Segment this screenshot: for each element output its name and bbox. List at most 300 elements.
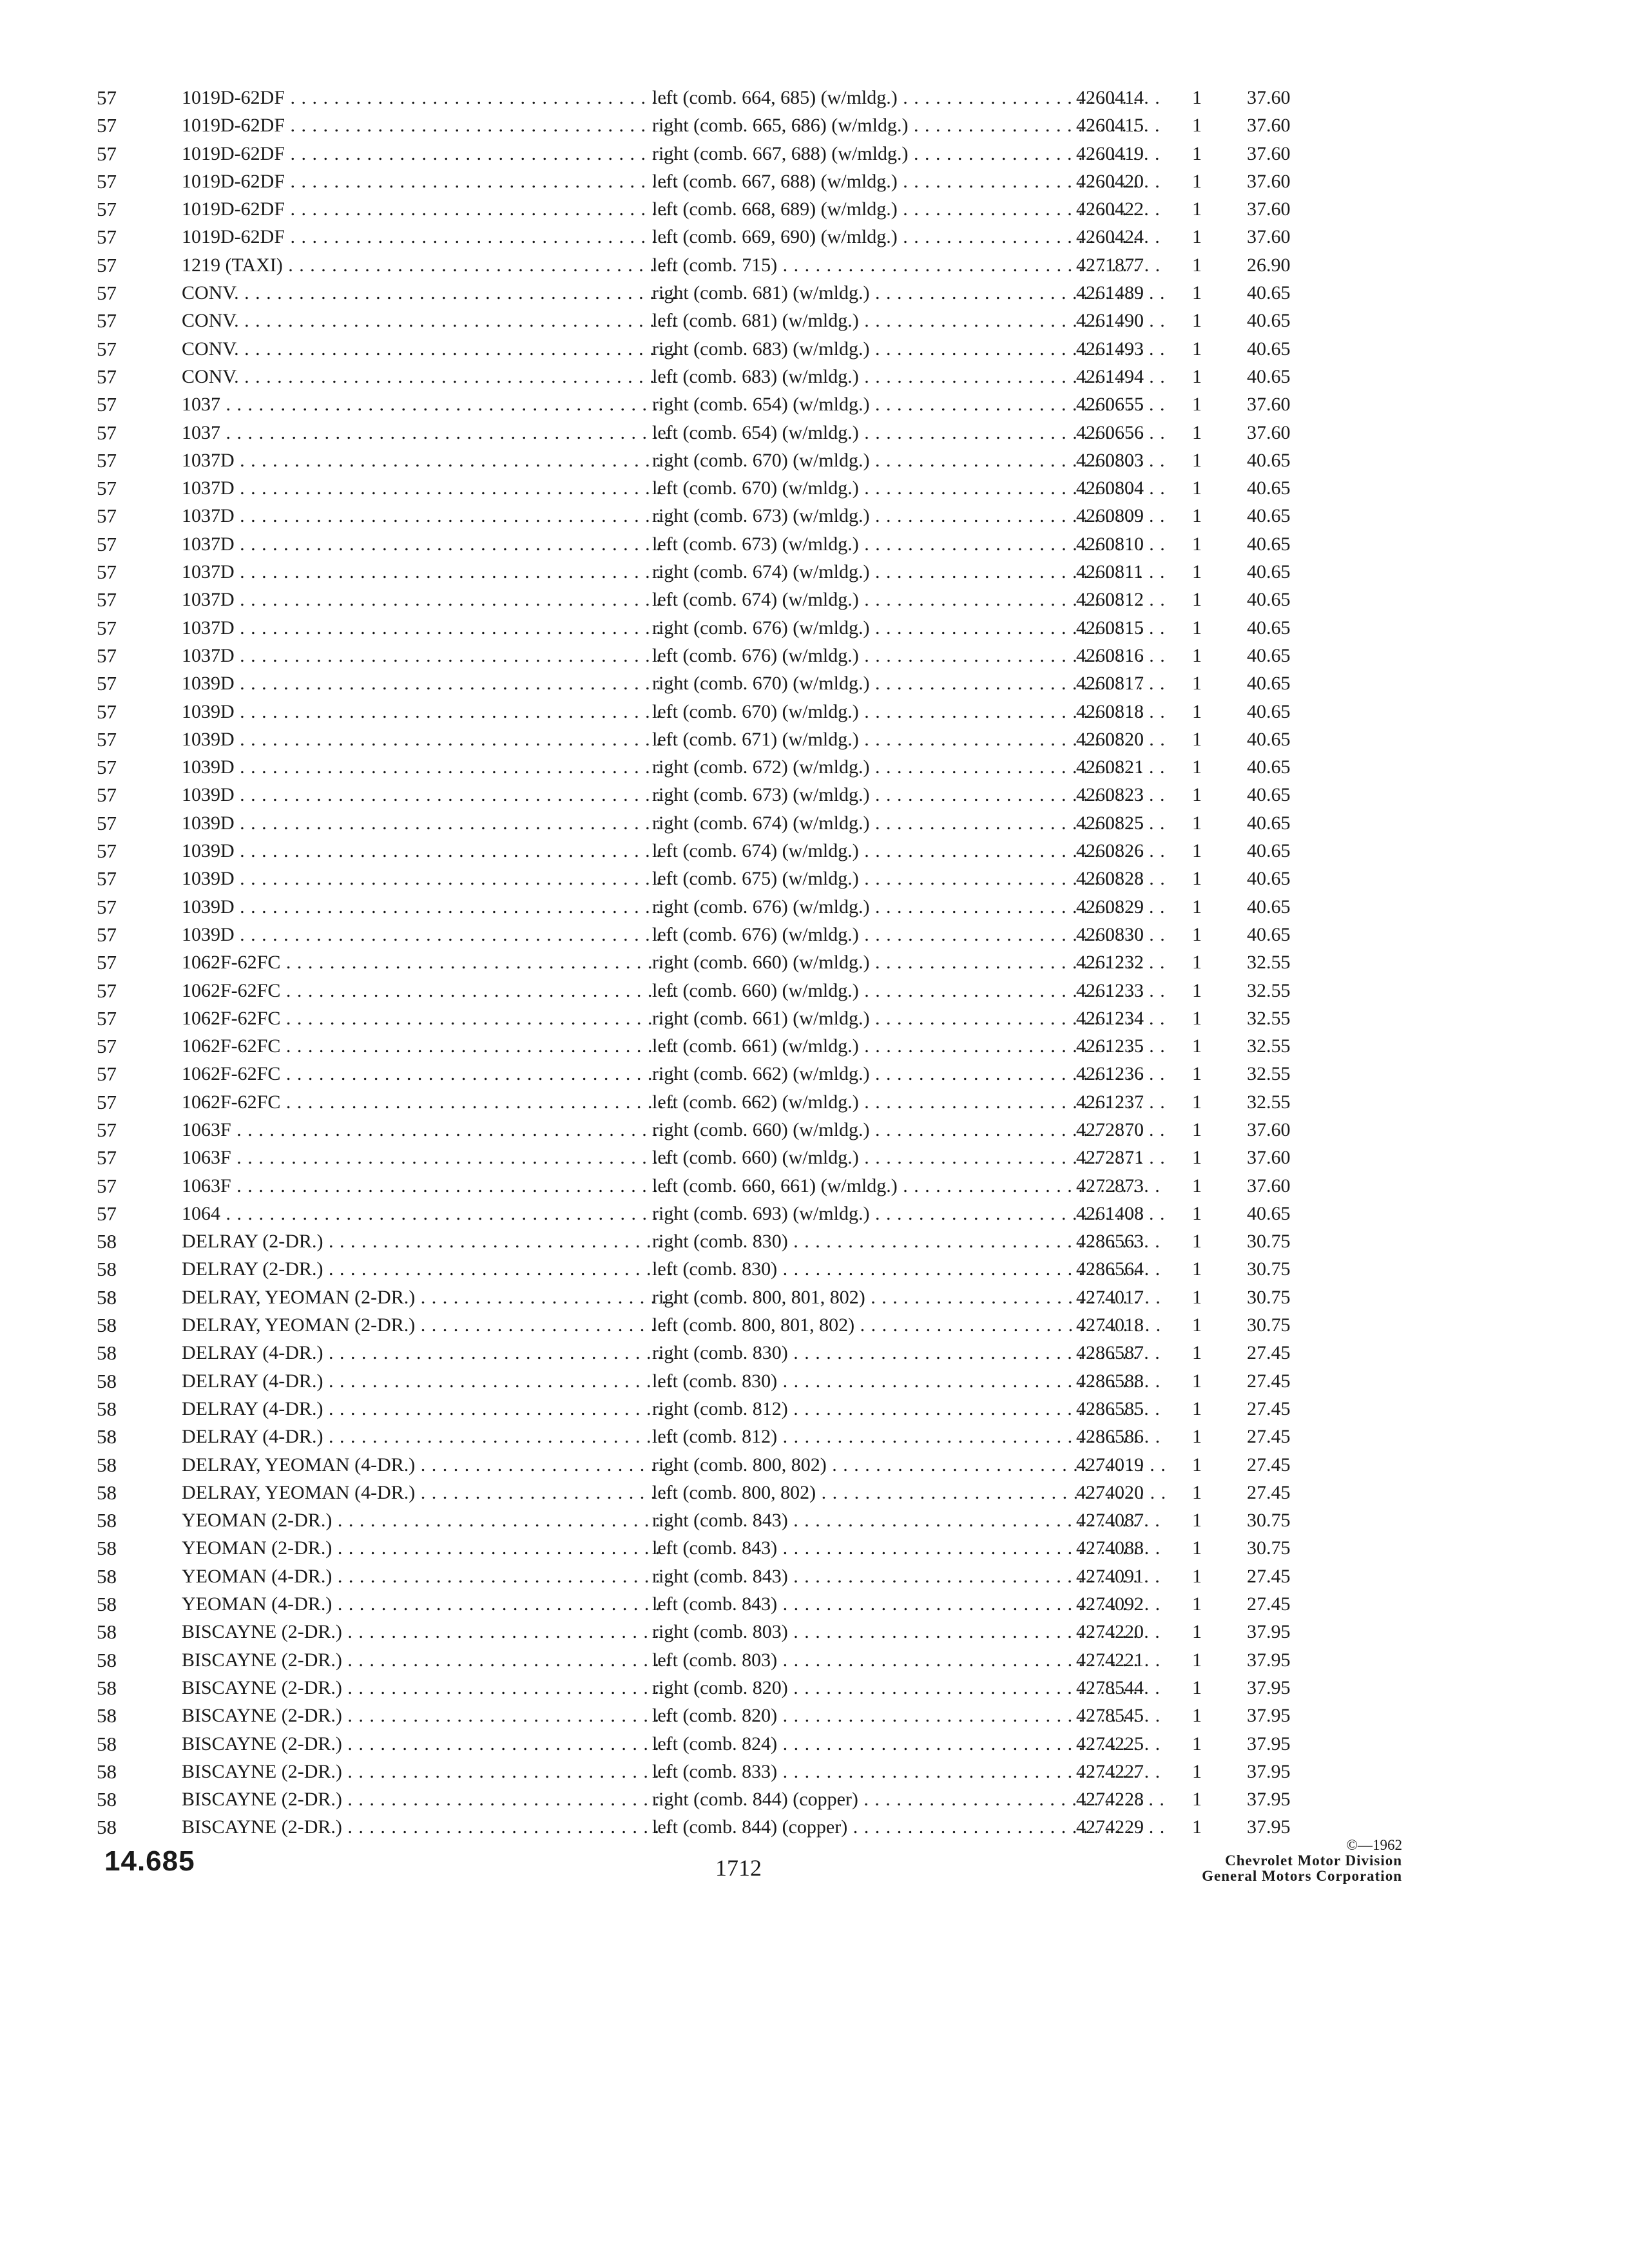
quantity-cell: 1	[1192, 896, 1202, 918]
table-row	[97, 1534, 1411, 1562]
model-cell: 1063F . . .	[182, 1172, 677, 1200]
year-cell: 58	[97, 1341, 117, 1365]
price-cell: 40.65	[1247, 673, 1291, 695]
quantity-cell: 1	[1192, 198, 1202, 220]
table-row	[97, 669, 1411, 697]
model-cell: DELRAY (4-DR.) . . .	[182, 1423, 677, 1450]
part-number-cell: 4260817	[1076, 673, 1144, 695]
model-cell: 1019D-62DF . . .	[182, 84, 677, 111]
part-number-cell: 4286586	[1076, 1426, 1144, 1448]
part-number-cell: 4260826	[1076, 840, 1144, 862]
model-cell: 1019D-62DF . . .	[182, 140, 677, 168]
model-cell: DELRAY, YEOMAN (4-DR.) . . .	[182, 1479, 677, 1506]
part-number-cell: 4260825	[1076, 812, 1144, 834]
price-cell: 37.60	[1247, 1175, 1291, 1196]
model-cell: 1037 . . .	[182, 419, 677, 447]
description-cell: right (comb. 820) . . .	[652, 1674, 1166, 1702]
price-cell: 37.95	[1247, 1705, 1291, 1727]
part-number-cell: 4261490	[1076, 310, 1144, 332]
part-number-cell: 4260804	[1076, 477, 1144, 499]
year-cell: 57	[97, 1118, 117, 1141]
price-cell: 26.90	[1247, 254, 1291, 276]
year-cell: 57	[97, 588, 117, 611]
description-cell: right (comb. 693) (w/mldg.) . . .	[652, 1200, 1166, 1227]
year-cell: 57	[97, 783, 117, 807]
description-cell: right (comb. 843) . . .	[652, 1562, 1166, 1590]
model-cell: CONV. . . .	[182, 279, 677, 307]
price-cell: 37.60	[1247, 198, 1291, 220]
part-number-cell: 4260828	[1076, 868, 1144, 890]
table-row	[97, 1562, 1411, 1590]
year-cell: 58	[97, 1704, 117, 1727]
quantity-cell: 1	[1192, 561, 1202, 583]
table-row	[97, 1395, 1411, 1423]
quantity-cell: 1	[1192, 1147, 1202, 1169]
year-cell: 57	[97, 1202, 117, 1225]
quantity-cell: 1	[1192, 1621, 1202, 1643]
table-row	[97, 1367, 1411, 1395]
quantity-cell: 1	[1192, 952, 1202, 974]
quantity-cell: 1	[1192, 1091, 1202, 1113]
description-cell: right (comb. 660) (w/mldg.) . . .	[652, 948, 1166, 976]
description-cell: right (comb. 683) (w/mldg.) . . .	[652, 335, 1166, 363]
model-cell: BISCAYNE (2-DR.) . . .	[182, 1646, 677, 1674]
year-cell: 57	[97, 561, 117, 584]
table-row	[97, 84, 1411, 111]
description-cell: left (comb. 676) (w/mldg.) . . .	[652, 642, 1166, 669]
price-cell: 40.65	[1247, 365, 1291, 387]
part-number-cell: 4272873	[1076, 1175, 1144, 1196]
year-cell: 57	[97, 811, 117, 834]
table-row	[97, 168, 1411, 195]
price-cell: 37.60	[1247, 421, 1291, 443]
model-cell: 1039D . . .	[182, 865, 677, 892]
year-cell: 57	[97, 198, 117, 221]
description-cell: right (comb. 812) . . .	[652, 1395, 1166, 1423]
part-number-cell: 4274017	[1076, 1286, 1144, 1308]
description-cell: right (comb. 670) (w/mldg.) . . .	[652, 669, 1166, 697]
quantity-cell: 1	[1192, 1593, 1202, 1615]
model-cell: 1063F . . .	[182, 1116, 677, 1144]
copyright-line: ©—1962	[1346, 1837, 1402, 1853]
model-cell: 1039D . . .	[182, 809, 677, 837]
year-cell: 58	[97, 1425, 117, 1448]
year-cell: 58	[97, 1537, 117, 1560]
quantity-cell: 1	[1192, 644, 1202, 666]
table-row	[97, 1730, 1411, 1758]
description-cell: left (comb. 800, 801, 802) . . .	[652, 1311, 1166, 1339]
table-row	[97, 1060, 1411, 1088]
description-cell: left (comb. 803) . . .	[652, 1646, 1166, 1674]
year-cell: 58	[97, 1620, 117, 1644]
part-number-cell: 4260420	[1076, 170, 1144, 192]
quantity-cell: 1	[1192, 1705, 1202, 1727]
price-cell: 40.65	[1247, 561, 1291, 583]
year-cell: 57	[97, 505, 117, 528]
year-cell: 58	[97, 1593, 117, 1616]
price-cell: 30.75	[1247, 1314, 1291, 1336]
year-cell: 57	[97, 282, 117, 305]
table-row	[97, 390, 1411, 418]
price-cell: 32.55	[1247, 1063, 1291, 1085]
corporation-name: General Motors Corporation	[1202, 1868, 1402, 1884]
year-cell: 57	[97, 644, 117, 667]
price-cell: 32.55	[1247, 1007, 1291, 1029]
description-cell: left (comb. 833) . . .	[652, 1758, 1166, 1785]
year-cell: 57	[97, 253, 117, 276]
table-row	[97, 1116, 1411, 1144]
year-cell: 57	[97, 895, 117, 918]
price-cell: 40.65	[1247, 728, 1291, 750]
description-cell: right (comb. 676) (w/mldg.) . . .	[652, 614, 1166, 642]
table-row	[97, 195, 1411, 223]
part-number-cell: 4274227	[1076, 1760, 1144, 1782]
table-row	[97, 307, 1411, 334]
price-cell: 40.65	[1247, 896, 1291, 918]
model-cell: 1039D . . .	[182, 893, 677, 921]
price-cell: 37.95	[1247, 1621, 1291, 1643]
model-cell: 1039D . . .	[182, 781, 677, 809]
description-cell: left (comb. 674) (w/mldg.) . . .	[652, 837, 1166, 865]
description-cell: left (comb. 843) . . .	[652, 1534, 1166, 1562]
part-number-cell: 4274088	[1076, 1537, 1144, 1559]
table-row	[97, 251, 1411, 279]
quantity-cell: 1	[1192, 226, 1202, 248]
quantity-cell: 1	[1192, 87, 1202, 108]
quantity-cell: 1	[1192, 338, 1202, 360]
year-cell: 58	[97, 1648, 117, 1671]
price-cell: 27.45	[1247, 1398, 1291, 1419]
description-cell: right (comb. 673) (w/mldg.) . . .	[652, 781, 1166, 809]
model-cell: DELRAY (4-DR.) . . .	[182, 1395, 677, 1423]
year-cell: 58	[97, 1760, 117, 1783]
table-row	[97, 1283, 1411, 1311]
table-row	[97, 335, 1411, 363]
price-cell: 40.65	[1247, 589, 1291, 611]
quantity-cell: 1	[1192, 1454, 1202, 1475]
quantity-cell: 1	[1192, 1063, 1202, 1085]
table-row	[97, 948, 1411, 976]
description-cell: left (comb. 654) (w/mldg.) . . .	[652, 419, 1166, 447]
table-row	[97, 1255, 1411, 1283]
year-cell: 57	[97, 951, 117, 974]
model-cell: YEOMAN (2-DR.) . . .	[182, 1506, 677, 1534]
model-cell: 1062F-62FC . . .	[182, 1088, 677, 1116]
price-cell: 40.65	[1247, 868, 1291, 890]
page-number: 1712	[715, 1855, 762, 1881]
description-cell: left (comb. 668, 689) (w/mldg.) . . .	[652, 195, 1166, 223]
table-row	[97, 698, 1411, 726]
table-row	[97, 1758, 1411, 1785]
description-cell: left (comb. 715) . . .	[652, 251, 1166, 279]
part-number-cell: 4260422	[1076, 198, 1144, 220]
description-cell: left (comb. 660) (w/mldg.) . . .	[652, 977, 1166, 1004]
table-row	[97, 419, 1411, 447]
description-cell: left (comb. 681) (w/mldg.) . . .	[652, 307, 1166, 334]
year-cell: 57	[97, 1090, 117, 1113]
quantity-cell: 1	[1192, 1565, 1202, 1587]
price-cell: 40.65	[1247, 923, 1291, 945]
description-cell: left (comb. 683) (w/mldg.) . . .	[652, 363, 1166, 390]
year-cell: 58	[97, 1788, 117, 1811]
model-cell: 1019D-62DF . . .	[182, 195, 677, 223]
quantity-cell: 1	[1192, 1510, 1202, 1532]
model-cell: 1037D . . .	[182, 474, 677, 502]
year-cell: 57	[97, 365, 117, 388]
year-cell: 57	[97, 114, 117, 137]
quantity-cell: 1	[1192, 589, 1202, 611]
year-cell: 58	[97, 1732, 117, 1755]
price-cell: 40.65	[1247, 338, 1291, 360]
description-cell: right (comb. 803) . . .	[652, 1618, 1166, 1646]
part-number-cell: 4271877	[1076, 254, 1144, 276]
price-cell: 40.65	[1247, 533, 1291, 555]
part-number-cell: 4286588	[1076, 1370, 1144, 1392]
quantity-cell: 1	[1192, 1649, 1202, 1671]
table-row	[97, 865, 1411, 892]
price-cell: 30.75	[1247, 1231, 1291, 1253]
quantity-cell: 1	[1192, 923, 1202, 945]
year-cell: 58	[97, 1397, 117, 1420]
quantity-cell: 1	[1192, 282, 1202, 304]
part-number-cell: 4261232	[1076, 952, 1144, 974]
quantity-cell: 1	[1192, 1231, 1202, 1253]
part-number-cell: 4260811	[1076, 561, 1143, 583]
description-cell: left (comb. 670) (w/mldg.) . . .	[652, 698, 1166, 726]
model-cell: CONV. . . .	[182, 307, 677, 334]
part-number-cell: 4260815	[1076, 617, 1144, 639]
part-number-cell: 4261235	[1076, 1035, 1144, 1057]
description-cell: left (comb. 830) . . .	[652, 1367, 1166, 1395]
price-cell: 32.55	[1247, 952, 1291, 974]
part-number-cell: 4286587	[1076, 1342, 1144, 1364]
price-cell: 27.45	[1247, 1370, 1291, 1392]
part-number-cell: 4261233	[1076, 979, 1144, 1001]
description-cell: left (comb. 812) . . .	[652, 1423, 1166, 1450]
table-row	[97, 1172, 1411, 1200]
model-cell: 1037 . . .	[182, 390, 677, 418]
part-number-cell: 4274220	[1076, 1621, 1144, 1643]
page-code: 14.685	[104, 1845, 195, 1877]
price-cell: 37.60	[1247, 394, 1291, 416]
part-number-cell: 4261494	[1076, 365, 1144, 387]
description-cell: left (comb. 820) . . .	[652, 1702, 1166, 1729]
price-cell: 37.60	[1247, 226, 1291, 248]
table-row	[97, 530, 1411, 558]
table-row	[97, 1590, 1411, 1618]
table-row	[97, 1004, 1411, 1032]
price-cell: 40.65	[1247, 840, 1291, 862]
model-cell: 1039D . . .	[182, 669, 677, 697]
price-cell: 40.65	[1247, 756, 1291, 778]
quantity-cell: 1	[1192, 505, 1202, 527]
quantity-cell: 1	[1192, 756, 1202, 778]
quantity-cell: 1	[1192, 1537, 1202, 1559]
part-number-cell: 4274092	[1076, 1593, 1144, 1615]
part-number-cell: 4260419	[1076, 142, 1144, 164]
year-cell: 58	[97, 1258, 117, 1281]
model-cell: 1063F . . .	[182, 1144, 677, 1171]
table-row	[97, 363, 1411, 390]
quantity-cell: 1	[1192, 1035, 1202, 1057]
year-cell: 58	[97, 1369, 117, 1392]
price-cell: 40.65	[1247, 617, 1291, 639]
description-cell: right (comb. 800, 801, 802) . . .	[652, 1283, 1166, 1311]
model-cell: YEOMAN (4-DR.) . . .	[182, 1590, 677, 1618]
quantity-cell: 1	[1192, 1258, 1202, 1280]
description-cell: left (comb. 660, 661) (w/mldg.) . . .	[652, 1172, 1166, 1200]
quantity-cell: 1	[1192, 784, 1202, 806]
year-cell: 57	[97, 448, 117, 472]
model-cell: DELRAY, YEOMAN (2-DR.) . . .	[182, 1311, 677, 1339]
model-cell: 1062F-62FC . . .	[182, 1032, 677, 1060]
part-number-cell: 4261489	[1076, 282, 1144, 304]
model-cell: 1039D . . .	[182, 698, 677, 726]
table-row	[97, 1646, 1411, 1674]
price-cell: 40.65	[1247, 310, 1291, 332]
table-row	[97, 1227, 1411, 1255]
table-row	[97, 1032, 1411, 1060]
year-cell: 58	[97, 1453, 117, 1476]
part-number-cell: 4260830	[1076, 923, 1144, 945]
part-number-cell: 4278544	[1076, 1677, 1144, 1698]
year-cell: 58	[97, 1564, 117, 1588]
table-row	[97, 1451, 1411, 1479]
model-cell: DELRAY (4-DR.) . . .	[182, 1339, 677, 1367]
price-cell: 37.60	[1247, 1147, 1291, 1169]
quantity-cell: 1	[1192, 1760, 1202, 1782]
description-cell: left (comb. 800, 802) . . .	[652, 1479, 1166, 1506]
model-cell: 1019D-62DF . . .	[182, 223, 677, 251]
quantity-cell: 1	[1192, 868, 1202, 890]
table-row	[97, 1674, 1411, 1702]
part-number-cell: 4286563	[1076, 1231, 1144, 1253]
model-cell: BISCAYNE (2-DR.) . . .	[182, 1813, 677, 1841]
price-cell: 27.45	[1247, 1481, 1291, 1503]
price-cell: 30.75	[1247, 1537, 1291, 1559]
part-number-cell: 4274087	[1076, 1510, 1144, 1532]
description-cell: left (comb. 824) . . .	[652, 1730, 1166, 1758]
price-cell: 32.55	[1247, 1091, 1291, 1113]
year-cell: 57	[97, 700, 117, 723]
part-number-cell: 4261234	[1076, 1007, 1144, 1029]
part-number-cell: 4260821	[1076, 756, 1144, 778]
table-row	[97, 558, 1411, 586]
year-cell: 57	[97, 337, 117, 360]
year-cell: 57	[97, 1006, 117, 1030]
part-number-cell: 4274019	[1076, 1454, 1144, 1475]
quantity-cell: 1	[1192, 142, 1202, 164]
quantity-cell: 1	[1192, 394, 1202, 416]
part-number-cell: 4260415	[1076, 115, 1144, 137]
part-number-cell: 4260414	[1076, 87, 1144, 108]
model-cell: DELRAY (4-DR.) . . .	[182, 1367, 677, 1395]
description-cell: right (comb. 844) (copper) . . .	[652, 1785, 1166, 1813]
description-cell: right (comb. 660) (w/mldg.) . . .	[652, 1116, 1166, 1144]
price-cell: 27.45	[1247, 1565, 1291, 1587]
table-row	[97, 1339, 1411, 1367]
model-cell: 1037D . . .	[182, 530, 677, 558]
quantity-cell: 1	[1192, 1119, 1202, 1140]
part-number-cell: 4274228	[1076, 1789, 1144, 1811]
model-cell: BISCAYNE (2-DR.) . . .	[182, 1730, 677, 1758]
price-cell: 27.45	[1247, 1426, 1291, 1448]
model-cell: BISCAYNE (2-DR.) . . .	[182, 1674, 677, 1702]
quantity-cell: 1	[1192, 533, 1202, 555]
model-cell: 1037D . . .	[182, 642, 677, 669]
year-cell: 57	[97, 1146, 117, 1169]
quantity-cell: 1	[1192, 1370, 1202, 1392]
table-row	[97, 447, 1411, 474]
price-cell: 40.65	[1247, 700, 1291, 722]
parts-price-table	[97, 84, 1411, 1841]
table-row	[97, 1088, 1411, 1116]
price-cell: 37.60	[1247, 115, 1291, 137]
description-cell: right (comb. 665, 686) (w/mldg.) . . .	[652, 111, 1166, 139]
year-cell: 57	[97, 421, 117, 444]
price-cell: 32.55	[1247, 1035, 1291, 1057]
quantity-cell: 1	[1192, 449, 1202, 471]
price-cell: 37.60	[1247, 87, 1291, 108]
quantity-cell: 1	[1192, 728, 1202, 750]
year-cell: 57	[97, 979, 117, 1002]
year-cell: 57	[97, 727, 117, 751]
description-cell: left (comb. 843) . . .	[652, 1590, 1166, 1618]
quantity-cell: 1	[1192, 673, 1202, 695]
model-cell: 1062F-62FC . . .	[182, 948, 677, 976]
model-cell: 1037D . . .	[182, 447, 677, 474]
price-cell: 40.65	[1247, 644, 1291, 666]
quantity-cell: 1	[1192, 1398, 1202, 1419]
year-cell: 57	[97, 616, 117, 639]
price-cell: 37.95	[1247, 1760, 1291, 1782]
description-cell: right (comb. 681) (w/mldg.) . . .	[652, 279, 1166, 307]
model-cell: 1037D . . .	[182, 614, 677, 642]
description-cell: left (comb. 675) (w/mldg.) . . .	[652, 865, 1166, 892]
price-cell: 40.65	[1247, 282, 1291, 304]
part-number-cell: 4260823	[1076, 784, 1144, 806]
quantity-cell: 1	[1192, 170, 1202, 192]
year-cell: 57	[97, 532, 117, 555]
part-number-cell: 4260818	[1076, 700, 1144, 722]
part-number-cell: 4261237	[1076, 1091, 1144, 1113]
description-cell: left (comb. 844) (copper) . . .	[652, 1813, 1166, 1841]
quantity-cell: 1	[1192, 1286, 1202, 1308]
price-cell: 30.75	[1247, 1258, 1291, 1280]
model-cell: 1039D . . .	[182, 753, 677, 781]
table-row	[97, 1702, 1411, 1729]
price-cell: 27.45	[1247, 1454, 1291, 1475]
price-cell: 37.95	[1247, 1733, 1291, 1754]
year-cell: 58	[97, 1230, 117, 1253]
model-cell: BISCAYNE (2-DR.) . . .	[182, 1618, 677, 1646]
table-row	[97, 1618, 1411, 1646]
year-cell: 57	[97, 1035, 117, 1058]
quantity-cell: 1	[1192, 1007, 1202, 1029]
quantity-cell: 1	[1192, 1816, 1202, 1838]
description-cell: right (comb. 843) . . .	[652, 1506, 1166, 1534]
part-number-cell: 4274018	[1076, 1314, 1144, 1336]
table-row	[97, 474, 1411, 502]
part-number-cell: 4260829	[1076, 896, 1144, 918]
year-cell: 57	[97, 226, 117, 249]
model-cell: 1062F-62FC . . .	[182, 1004, 677, 1032]
model-cell: CONV. . . .	[182, 363, 677, 390]
year-cell: 57	[97, 1174, 117, 1197]
part-number-cell: 4261408	[1076, 1202, 1144, 1224]
model-cell: 1039D . . .	[182, 837, 677, 865]
description-cell: right (comb. 670) (w/mldg.) . . .	[652, 447, 1166, 474]
